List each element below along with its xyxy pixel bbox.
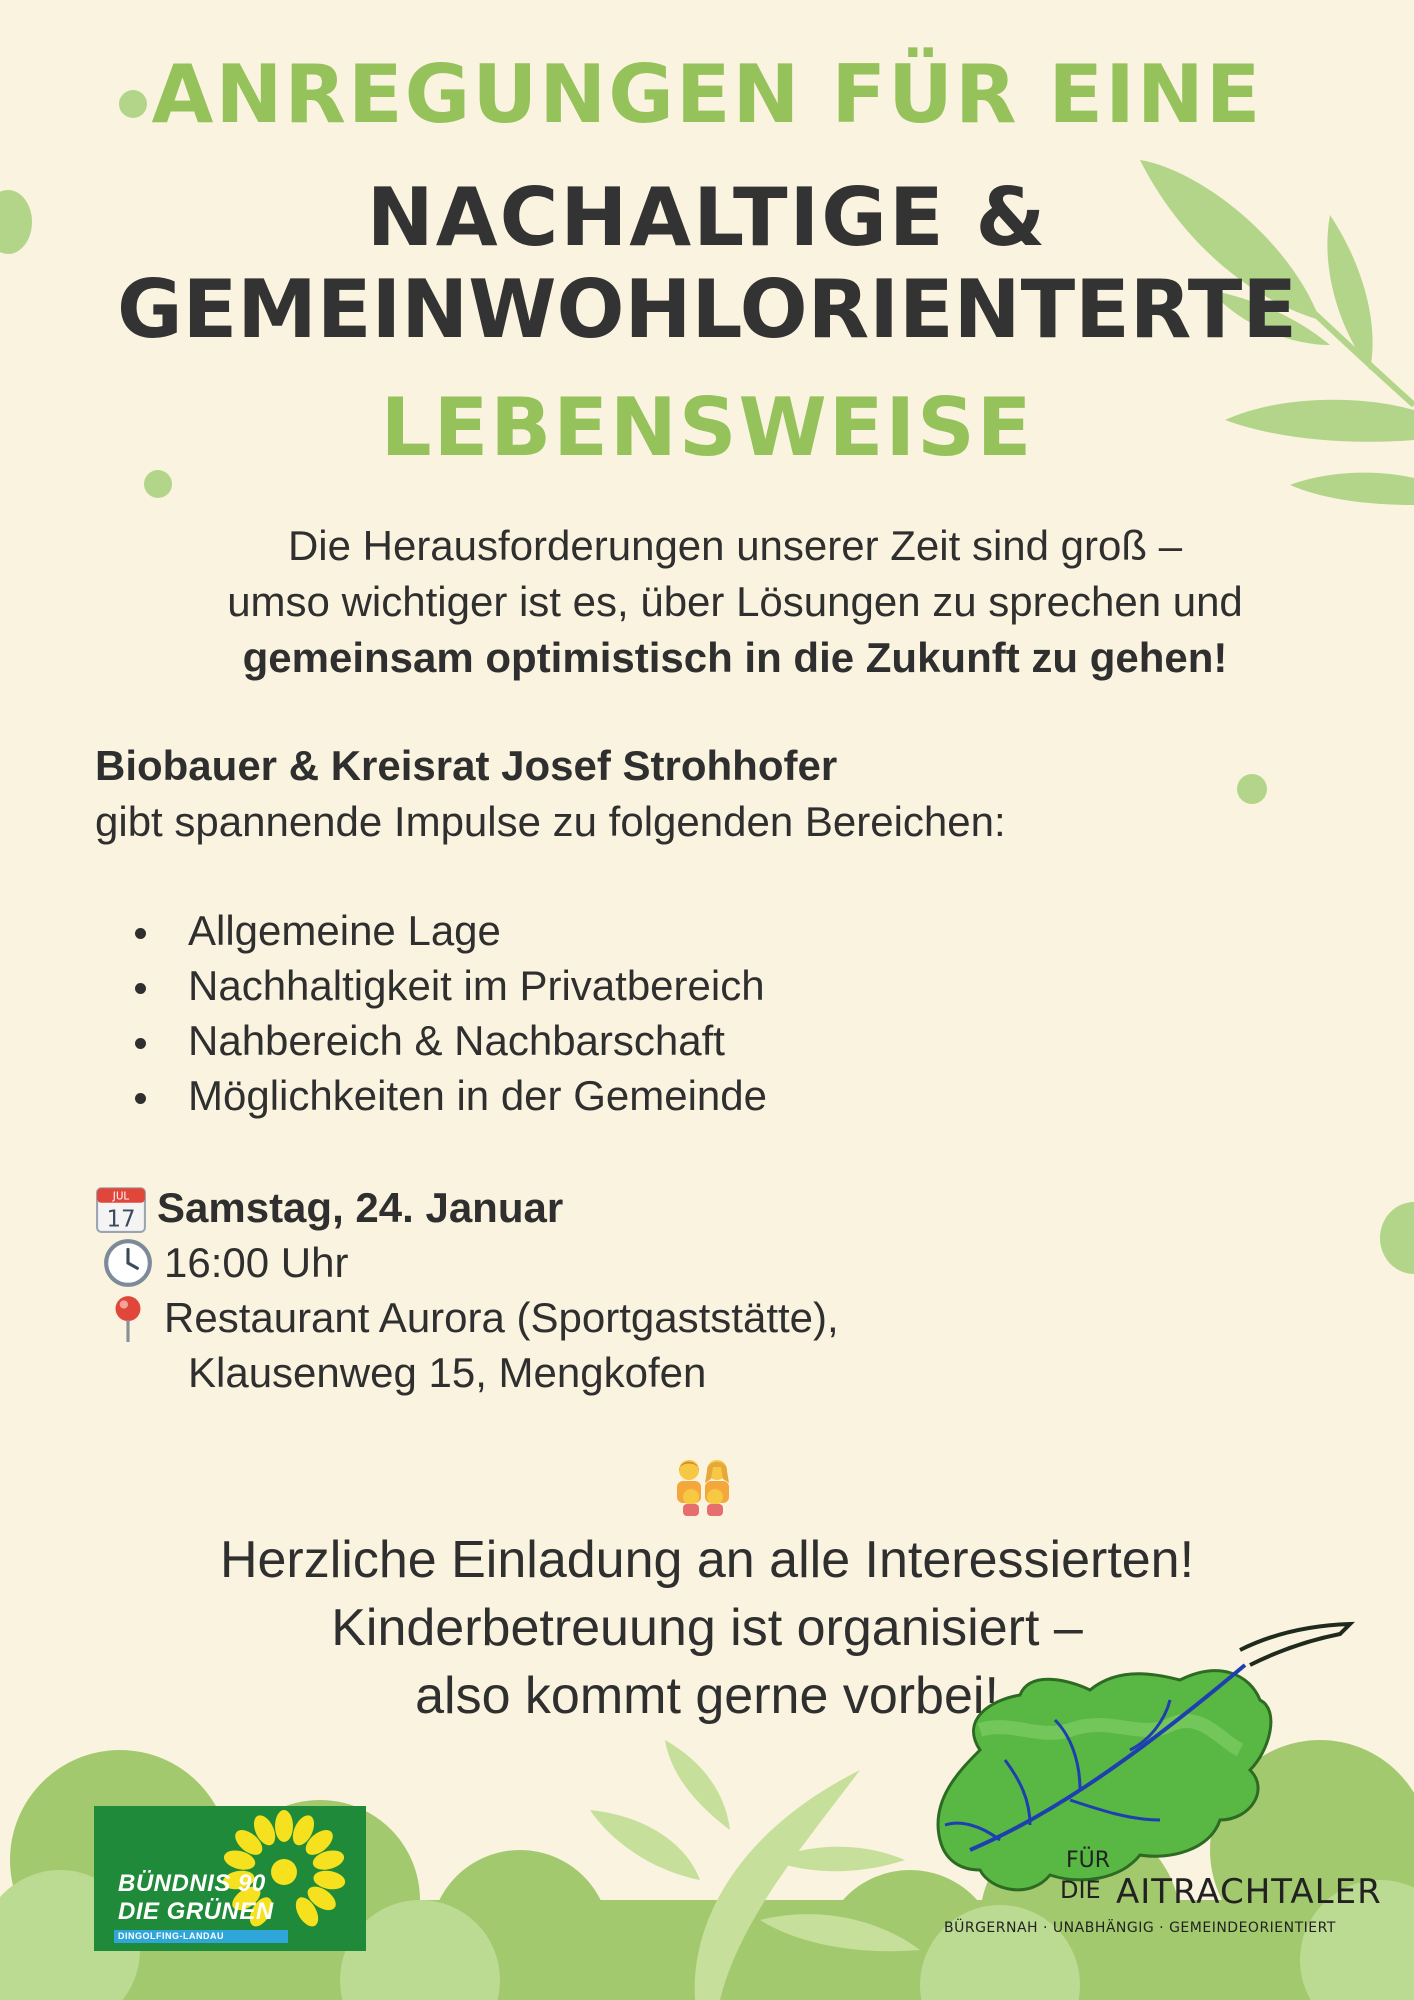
closing-line-3: also kommt gerne vorbei! bbox=[415, 1667, 999, 1725]
logo-gruene-line-2: DIE GRÜNEN bbox=[118, 1898, 274, 1925]
location-pin-icon bbox=[102, 1292, 154, 1344]
headline-line-4: LEBENSWEISE bbox=[380, 381, 1034, 474]
aitrachtaler-fuer: FÜR bbox=[1066, 1848, 1111, 1873]
closing-line-2: Kinderbetreuung ist organisiert – bbox=[331, 1599, 1083, 1657]
event-location-row bbox=[102, 1290, 839, 1346]
speaker-block bbox=[95, 738, 1006, 850]
event-location-line-1: Restaurant Aurora (Sportgaststätte), bbox=[164, 1294, 839, 1341]
family-icon bbox=[671, 1457, 735, 1517]
calendar-icon-month: JUL bbox=[112, 1190, 130, 1203]
logo-gruene-line-1: BÜNDNIS 90 bbox=[118, 1870, 266, 1897]
calendar-icon bbox=[95, 1182, 147, 1234]
clock-icon bbox=[102, 1237, 154, 1289]
speaker-subtitle: gibt spannende Impulse zu folgenden Bereichen: bbox=[95, 798, 1006, 845]
event-time: 16:00 Uhr bbox=[164, 1239, 349, 1286]
list-item: Allgemeine Lage bbox=[130, 903, 767, 958]
intro-line-3: gemeinsam optimistisch in die Zukunft zu gehen! bbox=[242, 634, 1228, 681]
list-item: Nachhaltigkeit im Privatbereich bbox=[130, 958, 767, 1013]
event-date-row bbox=[95, 1180, 563, 1236]
list-item: Nahbereich & Nachbarschaft bbox=[130, 1013, 767, 1068]
closing-line-1 bbox=[80, 1457, 1334, 1594]
event-location-line-2: Klausenweg 15, Mengkofen bbox=[188, 1349, 707, 1396]
logo-gruene-region: DINGOLFING-LANDAU bbox=[114, 1930, 288, 1943]
event-time-row bbox=[102, 1235, 348, 1291]
speaker-name: Biobauer & Kreisrat Josef Strohhofer bbox=[95, 742, 838, 789]
intro-line-1: Die Herausforderungen unserer Zeit sind groß – bbox=[287, 522, 1183, 569]
headline-line-2: NACHALTIGE & bbox=[366, 171, 1048, 264]
intro-paragraph bbox=[100, 518, 1370, 686]
intro-line-2: umso wichtiger ist es, über Lösungen zu sprechen und bbox=[227, 578, 1243, 625]
aitrachtaler-tagline: BÜRGERNAH · UNABHÄNGIG · GEMEINDEORIENTIERT bbox=[944, 1920, 1336, 1936]
aitrachtaler-name: AITRACHTALER bbox=[1116, 1872, 1382, 1912]
headline-line-1: ANREGUNGEN FÜR EINE bbox=[151, 48, 1263, 141]
headline-line-3: GEMEINWOHLORIENTERTE bbox=[116, 263, 1298, 356]
buendnis90-die-gruenen-logo bbox=[94, 1806, 366, 1951]
calendar-icon-day: 17 bbox=[106, 1206, 136, 1233]
aitrachtaler-die: DIE bbox=[1060, 1876, 1101, 1904]
event-date: Samstag, 24. Januar bbox=[157, 1184, 564, 1231]
list-item: Möglichkeiten in der Gemeinde bbox=[130, 1068, 767, 1123]
closing-line-1-text: Herzliche Einladung an alle Interessierten! bbox=[219, 1531, 1195, 1589]
topic-list bbox=[130, 903, 767, 1123]
